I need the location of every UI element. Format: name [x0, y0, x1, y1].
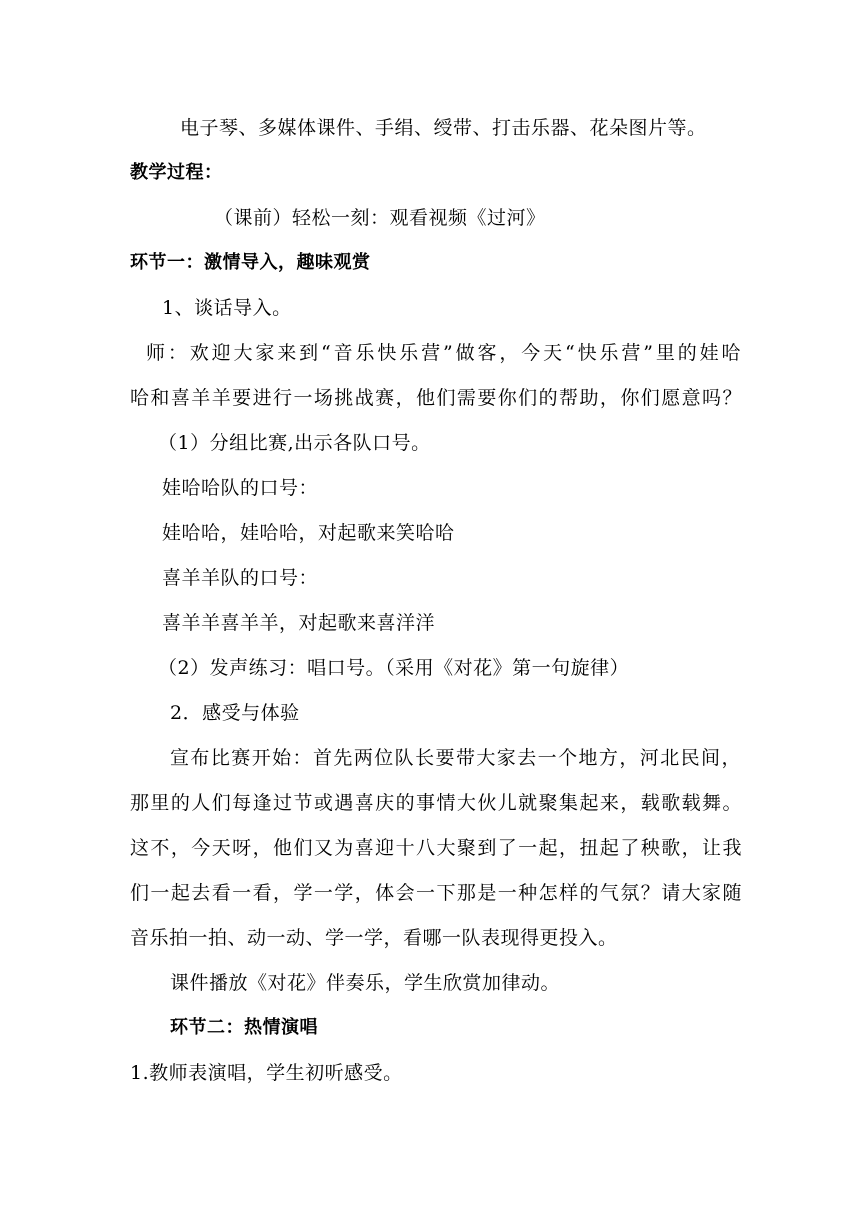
- teacher-line-1: 师：欢迎大家来到“音乐快乐营”做客，今天“快乐营”里的娃哈: [146, 342, 741, 364]
- item2-line: 2．感受与体验: [170, 702, 300, 724]
- courseware-line: 课件播放《对花》伴奏乐，学生欣赏加律动。: [170, 972, 561, 994]
- team1-slogan: 娃哈哈，娃哈哈，对起歌来笑哈哈: [162, 522, 455, 544]
- team2-slogan: 喜羊羊喜羊羊，对起歌来喜洋洋: [162, 612, 436, 634]
- paragraph-line-2: 那里的人们每逢过节或遇喜庆的事情大伙儿就聚集起来，载歌载舞。: [130, 792, 742, 814]
- team1-label: 娃哈哈队的口号：: [162, 477, 319, 499]
- paragraph-line-3: 这不，今天呀，他们又为喜迎十八大聚到了一起，扭起了秧歌，让我: [130, 837, 742, 859]
- pre-class-line: （课前）轻松一刻：观看视频《过河》: [214, 207, 546, 229]
- sub2-line: （2）发声练习：唱口号。（采用《对花》第一句旋律）: [158, 657, 630, 679]
- item1-line: 1、谈话导入。: [162, 297, 292, 319]
- materials-line: 电子琴、多媒体课件、手绢、绶带、打击乐器、花朵图片等。: [180, 117, 707, 139]
- team2-label: 喜羊羊队的口号：: [162, 567, 319, 589]
- section2-heading: 环节二：热情演唱: [170, 1017, 318, 1038]
- process-heading: 教学过程：: [130, 162, 223, 183]
- paragraph-line-5: 音乐拍一拍、动一动、学一学，看哪一队表现得更投入。: [130, 927, 618, 949]
- sub1-line: （1）分组比赛,出示各队口号。: [158, 432, 431, 454]
- section1-heading: 环节一：激情导入，趣味观赏: [130, 252, 371, 273]
- item3-line: 1.教师表演唱，学生初听感受。: [130, 1062, 403, 1084]
- paragraph-line-4: 们一起去看一看，学一学，体会一下那是一种怎样的气氛？请大家随: [130, 882, 742, 904]
- paragraph-line-1: 宣布比赛开始：首先两位队长要带大家去一个地方，河北民间，: [170, 747, 741, 769]
- teacher-line-2: 哈和喜羊羊要进行一场挑战赛，他们需要你们的帮助，你们愿意吗？: [130, 387, 742, 409]
